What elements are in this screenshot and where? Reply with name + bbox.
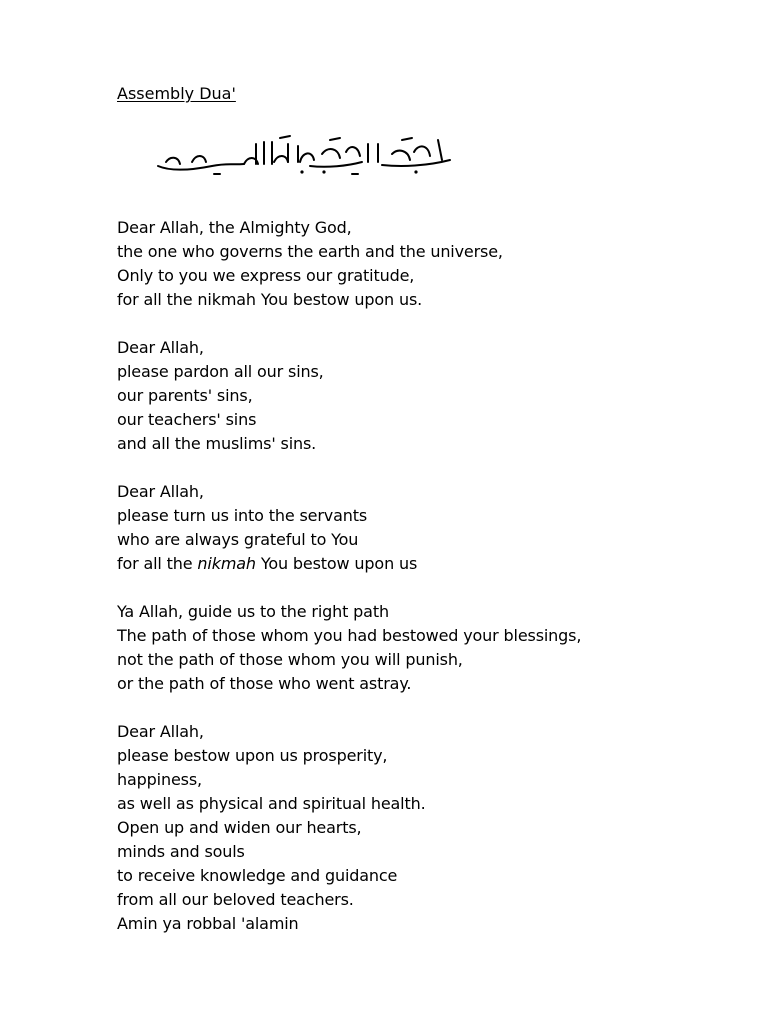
dua-line: please bestow upon us prosperity, — [117, 746, 388, 765]
dua-line: and all the muslims' sins. — [117, 434, 317, 453]
dua-line: not the path of those whom you will punish, — [117, 650, 463, 669]
dua-line: our teachers' sins — [117, 410, 257, 429]
stanza — [117, 600, 737, 696]
line-text-after: You bestow upon us — [255, 554, 418, 573]
stanza — [117, 720, 737, 936]
dua-line: Only to you we express our gratitude, — [117, 266, 415, 285]
italic-term-nikmah: nikmah — [197, 554, 256, 573]
dua-line: from all our beloved teachers. — [117, 890, 354, 909]
dua-line: minds and souls — [117, 842, 245, 861]
dua-line: Dear Allah, — [117, 338, 204, 357]
dua-line: Dear Allah, — [117, 482, 204, 501]
dua-line: as well as physical and spiritual health. — [117, 794, 426, 813]
dua-line: please turn us into the servants — [117, 506, 368, 525]
dua-line: Open up and widen our hearts, — [117, 818, 362, 837]
dua-line: our parents' sins, — [117, 386, 253, 405]
dua-line-with-italic — [117, 552, 737, 576]
line-text-before: for all the — [117, 554, 198, 573]
dua-body — [117, 216, 737, 960]
dua-line: Ya Allah, guide us to the right path — [117, 602, 389, 621]
dua-line: or the path of those who went astray. — [117, 674, 412, 693]
dua-line: the one who governs the earth and the universe, — [117, 242, 503, 261]
dua-line: Dear Allah, the Almighty God, — [117, 218, 352, 237]
dua-line: for all the nikmah You bestow upon us. — [117, 290, 423, 309]
dua-line: The path of those whom you had bestowed your blessings, — [117, 626, 582, 645]
stanza — [117, 480, 737, 576]
dua-line: Amin ya robbal 'alamin — [117, 914, 299, 933]
basmala-calligraphy-image — [152, 132, 458, 180]
stanza — [117, 216, 737, 312]
dua-line: please pardon all our sins, — [117, 362, 324, 381]
dua-line: to receive knowledge and guidance — [117, 866, 398, 885]
document-title: Assembly Dua' — [117, 84, 236, 103]
dua-line: who are always grateful to You — [117, 530, 359, 549]
dua-line: happiness, — [117, 770, 202, 789]
stanza — [117, 336, 737, 456]
dua-line: Dear Allah, — [117, 722, 204, 741]
basmala-calligraphy — [152, 132, 458, 180]
